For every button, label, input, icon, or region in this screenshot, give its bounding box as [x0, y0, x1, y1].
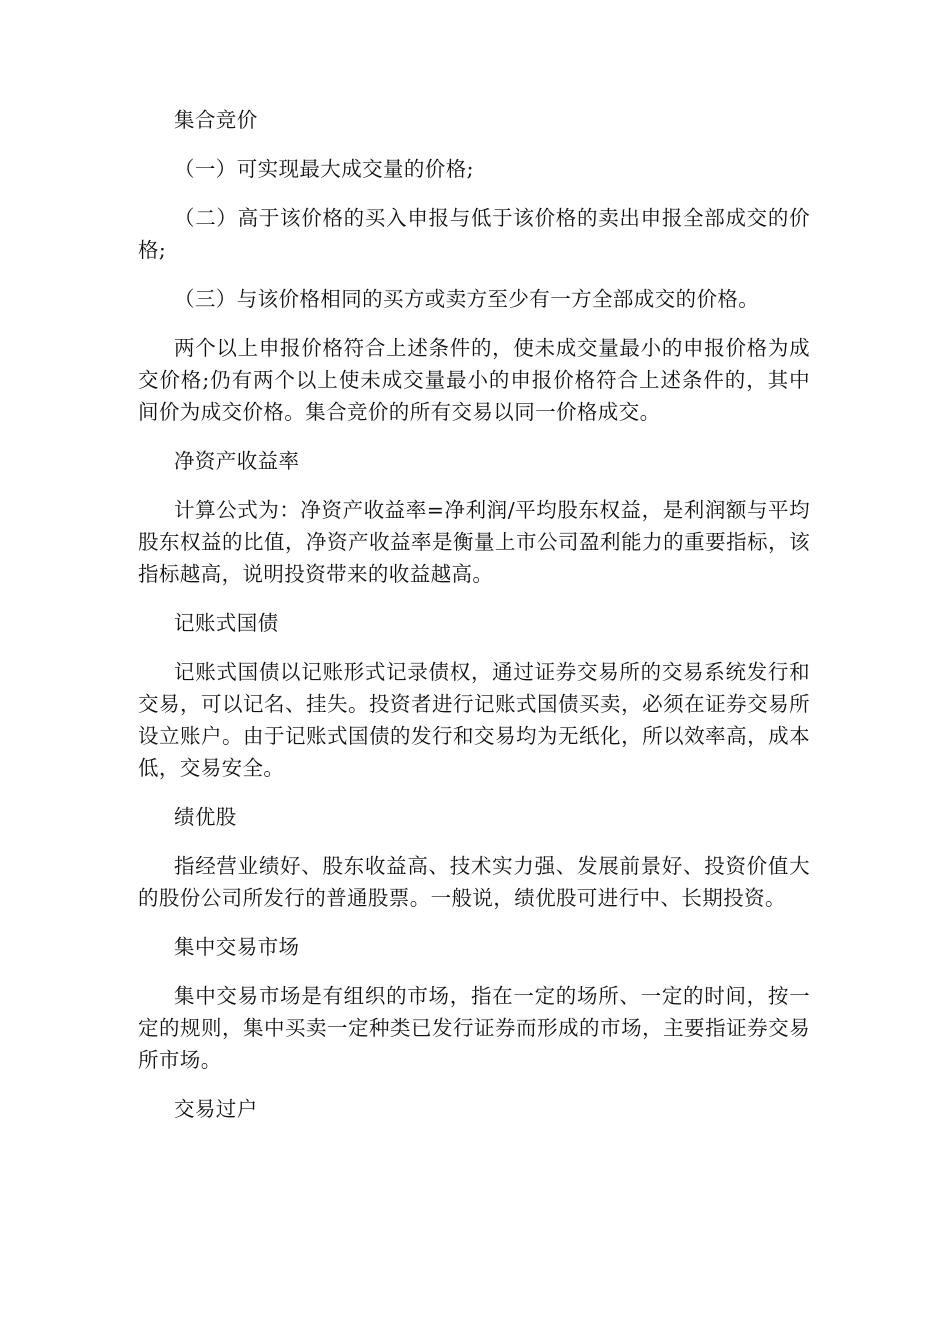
section-heading-centralized-market: 集中交易市场 [174, 935, 300, 959]
section-heading-call-auction: 集合竞价 [174, 108, 258, 132]
paragraph: （二）高于该价格的买入申报与低于该价格的卖出申报全部成交的价格; [138, 206, 810, 262]
document-body [138, 104, 810, 1142]
paragraph: （三）与该价格相同的买方或卖方至少有一方全部成交的价格。 [174, 287, 760, 311]
paragraph: 指经营业绩好、股东收益高、技术实力强、发展前景好、投资价值大的股份公司所发行的普通股票。一般说，绩优股可进行中、长期投资。 [138, 854, 810, 910]
section-heading-blue-chip: 绩优股 [174, 805, 237, 829]
paragraph: 集中交易市场是有组织的市场，指在一定的场所、一定的时间，按一定的规则，集中买卖一定种类已发行证券而形成的市场，主要指证券交易所市场。 [138, 984, 810, 1072]
section-heading-book-entry-bonds: 记账式国债 [174, 611, 279, 635]
paragraph: （一）可实现最大成交量的价格; [174, 157, 474, 181]
section-heading-transfer: 交易过户 [174, 1097, 258, 1121]
paragraph: 两个以上申报价格符合上述条件的，使未成交量最小的申报价格为成交价格;仍有两个以上使未成交量最小的申报价格符合上述条件的，其中间价为成交价格。集合竞价的所有交易以同一价格成交。 [138, 336, 810, 424]
paragraph: 计算公式为：净资产收益率=净利润/平均股东权益，是利润额与平均股东权益的比值，净资产收益率是衡量上市公司盈利能力的重要指标，该指标越高，说明投资带来的收益越高。 [138, 498, 810, 586]
section-heading-roe: 净资产收益率 [174, 449, 300, 473]
paragraph: 记账式国债以记账形式记录债权，通过证券交易所的交易系统发行和交易，可以记名、挂失。投资者进行记账式国债买卖，必须在证券交易所设立账户。由于记账式国债的发行和交易均为无纸化，所以效率高，成本低，交易安全。 [138, 660, 810, 780]
